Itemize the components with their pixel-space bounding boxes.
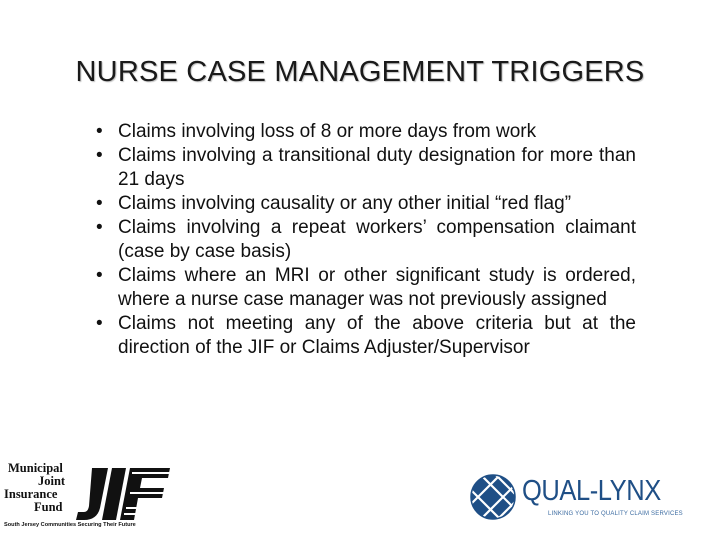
list-item-text: Claims not meeting any of the above criteria but at the direction of the JIF or Claims Adjuster/Supervisor xyxy=(118,313,636,358)
qual-lynx-tagline: LINKING YOU TO QUALITY CLAIM SERVICES xyxy=(548,511,683,517)
bullet-icon: • xyxy=(96,121,103,142)
jif-logo-words xyxy=(4,462,80,514)
bullet-icon: • xyxy=(96,313,103,334)
list-item xyxy=(96,120,636,144)
globe-icon xyxy=(470,474,516,520)
qual-lynx-name: QUAL-LYNX xyxy=(522,475,661,507)
list-item xyxy=(96,216,636,264)
bullet-icon: • xyxy=(96,193,103,214)
list-item-text: Claims involving causality or any other initial “red flag” xyxy=(118,193,572,214)
list-item xyxy=(96,144,636,192)
bullet-icon: • xyxy=(96,217,103,238)
list-item-text: Claims involving a transitional duty designation for more than 21 days xyxy=(118,145,636,190)
jif-word: Municipal xyxy=(8,461,63,475)
jif-mark-icon xyxy=(74,464,172,522)
jif-word: Joint xyxy=(38,474,66,488)
list-item xyxy=(96,312,636,360)
bullet-icon: • xyxy=(96,265,103,286)
list-item-text: Claims involving loss of 8 or more days from work xyxy=(118,121,537,142)
jif-tagline: South Jersey Communities Securing Their Future xyxy=(4,522,136,528)
list-item-text: Claims where an MRI or other significant study is ordered, where a nurse case manager was not previously assigned xyxy=(118,265,636,310)
slide-title: NURSE CASE MANAGEMENT TRIGGERS xyxy=(75,56,645,88)
list-item xyxy=(96,192,636,216)
list-item-text: Claims involving a repeat workers’ compensation claimant (case by case basis) xyxy=(118,217,636,262)
qual-lynx-logo xyxy=(470,470,690,526)
trigger-list xyxy=(96,120,636,360)
jif-word: Fund xyxy=(34,500,63,514)
list-item xyxy=(96,264,636,312)
bullet-icon: • xyxy=(96,145,103,166)
jif-word: Insurance xyxy=(4,487,58,501)
jif-logo xyxy=(4,462,172,534)
